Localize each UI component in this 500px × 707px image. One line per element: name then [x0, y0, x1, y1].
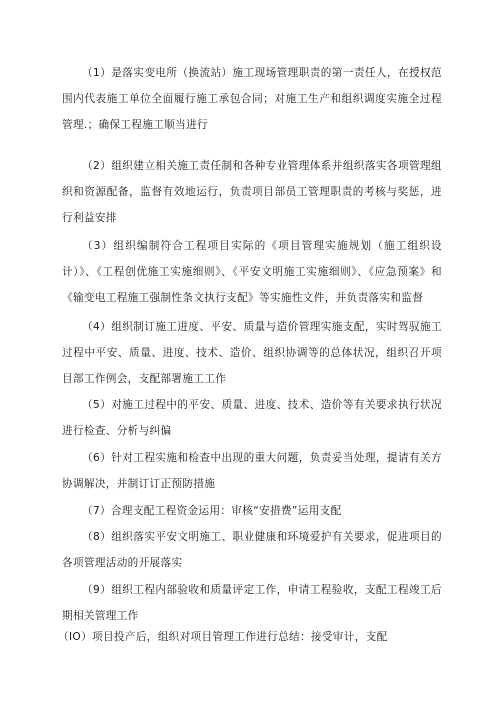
- paragraph-4: （4）组织制订施工进度、平安、质量与造价管理实施支配，实时驾驭施工过程中平安、质量、进度、技术、造价、组织协调等的总体状况，组织召开项目部工作例会，支配部署施工工作: [62, 321, 442, 385]
- paragraph-7: （7）合理支配工程资金运用：审核“安措费”运用支配: [82, 505, 342, 517]
- paragraph-8: （8）组织落实平安文明施工、职业健康和环境爱护有关要求，促进项目的各项管理活动的开展落实: [62, 531, 442, 569]
- paragraph-5: （5）对施工过程中的平安、质量、进度、技术、造价等有关要求执行状况进行检查、分析与纠偏: [62, 399, 442, 437]
- paragraph-1: （1）是落实变电所（换流站）施工现场管理职责的第一责任人，在授权范围内代表施工单位全面履行施工承包合同；对施工生产和组织调度实施全过程管理.；确保工程施工顺当进行: [62, 67, 442, 131]
- paragraph-3: （3）组织编制符合工程项目实际的《项目管理实施规划（施工组织设计）》、《工程创优施工实施细则》、《平安文明施工实施细则》、《应急预案》和《输变电工程施工强制性条文执行支配》等实施性文件，并负责落实和监督: [62, 240, 442, 304]
- paragraph-2: （2）组织建立相关施工责任制和各种专业管理体系并组织落实各项管理组织和资源配备，监督有效地运行，负责项目部员工管理职责的考核与奖惩，进行利益安排: [62, 160, 442, 224]
- paragraph-6: （6）针对工程实施和检查中出现的重大问题，负责妥当处理，提请有关方协调解决，并制订订正预防措施: [62, 452, 442, 490]
- paragraph-10: （IO）项目投产后，组织对项目管理工作进行总结：接受审计，支配: [58, 631, 388, 643]
- paragraph-9: （9）组织工程内部验收和质量评定工作，申请工程验收，支配工程竣工后期相关管理工作: [62, 584, 442, 622]
